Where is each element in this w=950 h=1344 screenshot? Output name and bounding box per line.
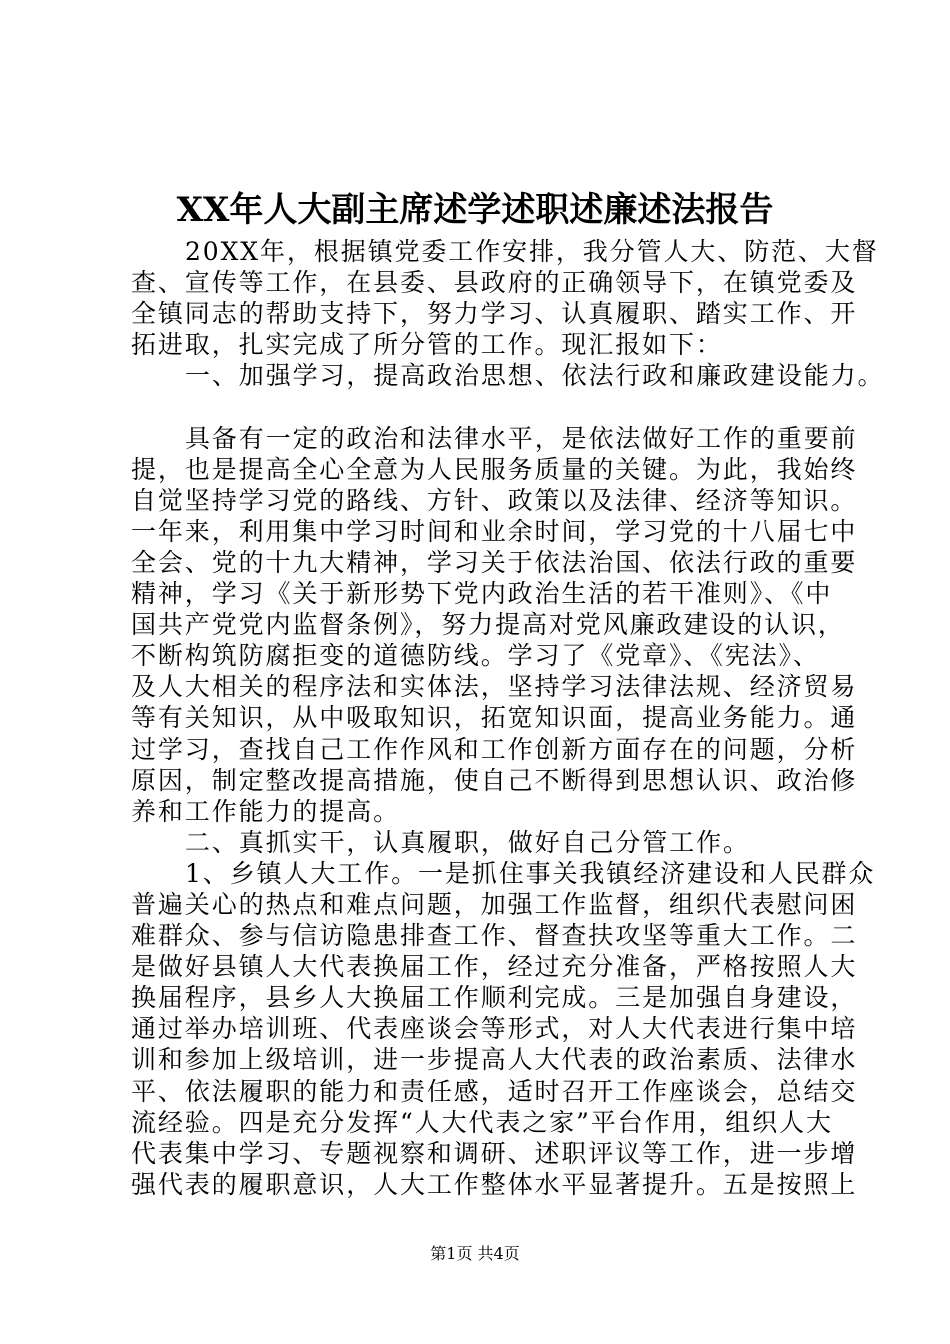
- page-number: 第1页 共4页: [430, 1244, 520, 1263]
- paragraph-line: 1、乡镇人大工作。一是抓住事关我镇经济建设和人民群众: [185, 858, 876, 888]
- paragraph-line: 训和参加上级培训，进一步提高人大代表的政治素质、法律水: [131, 1045, 858, 1075]
- paragraph-line: 拓进取，扎实完成了所分管的工作。现汇报如下：: [131, 330, 723, 360]
- paragraph-line: 一年来，利用集中学习时间和业余时间，学习党的十八届七中: [131, 516, 858, 546]
- paragraph-line: 平、依法履职的能力和责任感，适时召开工作座谈会，总结交: [131, 1076, 858, 1106]
- paragraph-line: 等有关知识，从中吸取知识，拓宽知识面，提高业务能力。通: [131, 703, 858, 733]
- paragraph-line: 不断构筑防腐拒变的道德防线。学习了《党章》、《宪法》、: [131, 641, 820, 671]
- paragraph-line: 过学习，查找自己工作作风和工作创新方面存在的问题，分析: [131, 734, 858, 764]
- paragraph-line: 20XX年，根据镇党委工作安排，我分管人大、防范、大督: [185, 237, 879, 266]
- paragraph-line: 及人大相关的程序法和实体法，坚持学习法律法规、经济贸易: [131, 672, 858, 702]
- section-heading: 二、真抓实干，认真履职，做好自己分管工作。: [185, 827, 750, 857]
- paragraph-line: 自觉坚持学习党的路线、方针、政策以及法律、经济等知识。: [131, 485, 858, 515]
- paragraph-line: 通过举办培训班、代表座谈会等形式，对人大代表进行集中培: [131, 1014, 858, 1044]
- blank-line: [131, 391, 831, 422]
- paragraph-line: 具备有一定的政治和法律水平，是依法做好工作的重要前: [185, 423, 858, 453]
- paragraph-line: 国共产党党内监督条例》，努力提高对党风廉政建设的认识，: [131, 610, 845, 640]
- document-title: XX年人大副主席述学述职述廉述法报告: [176, 190, 774, 230]
- paragraph-line: 流经验。四是充分发挥“人大代表之家”平台作用，组织人大: [131, 1107, 833, 1137]
- paragraph-line: 强代表的履职意识，人大工作整体水平显著提升。五是按照上: [131, 1169, 858, 1199]
- paragraph-line: 精神，学习《关于新形势下党内政治生活的若干准则》、《中: [131, 579, 833, 609]
- paragraph-line: 难群众、参与信访隐患排查工作、督查扶攻坚等重大工作。二: [131, 921, 858, 951]
- paragraph-line: 查、宣传等工作，在县委、县政府的正确领导下，在镇党委及: [131, 268, 858, 298]
- paragraph-line: 全会、党的十九大精神，学习关于依法治国、依法行政的重要: [131, 547, 858, 577]
- paragraph-line: 养和工作能力的提高。: [131, 796, 401, 826]
- paragraph-line: 代表集中学习、专题视察和调研、述职评议等工作，进一步增: [131, 1138, 858, 1168]
- paragraph-line: 原因，制定整改提高措施，使自己不断得到思想认识、政治修: [131, 765, 858, 795]
- paragraph-line: 全镇同志的帮助支持下，努力学习、认真履职、踏实工作、开: [131, 299, 858, 329]
- document-body: [131, 236, 885, 1200]
- paragraph-line: 换届程序，县乡人大换届工作顺利完成。三是加强自身建设，: [131, 983, 858, 1013]
- paragraph-line: 普遍关心的热点和难点问题，加强工作监督，组织代表慰问困: [131, 889, 858, 919]
- paragraph-line: 提，也是提高全心全意为人民服务质量的关键。为此，我始终: [131, 454, 858, 484]
- paragraph-line: 是做好县镇人大代表换届工作，经过充分准备，严格按照人大: [131, 952, 858, 982]
- section-heading: 一、加强学习，提高政治思想、依法行政和廉政建设能力。: [185, 361, 885, 391]
